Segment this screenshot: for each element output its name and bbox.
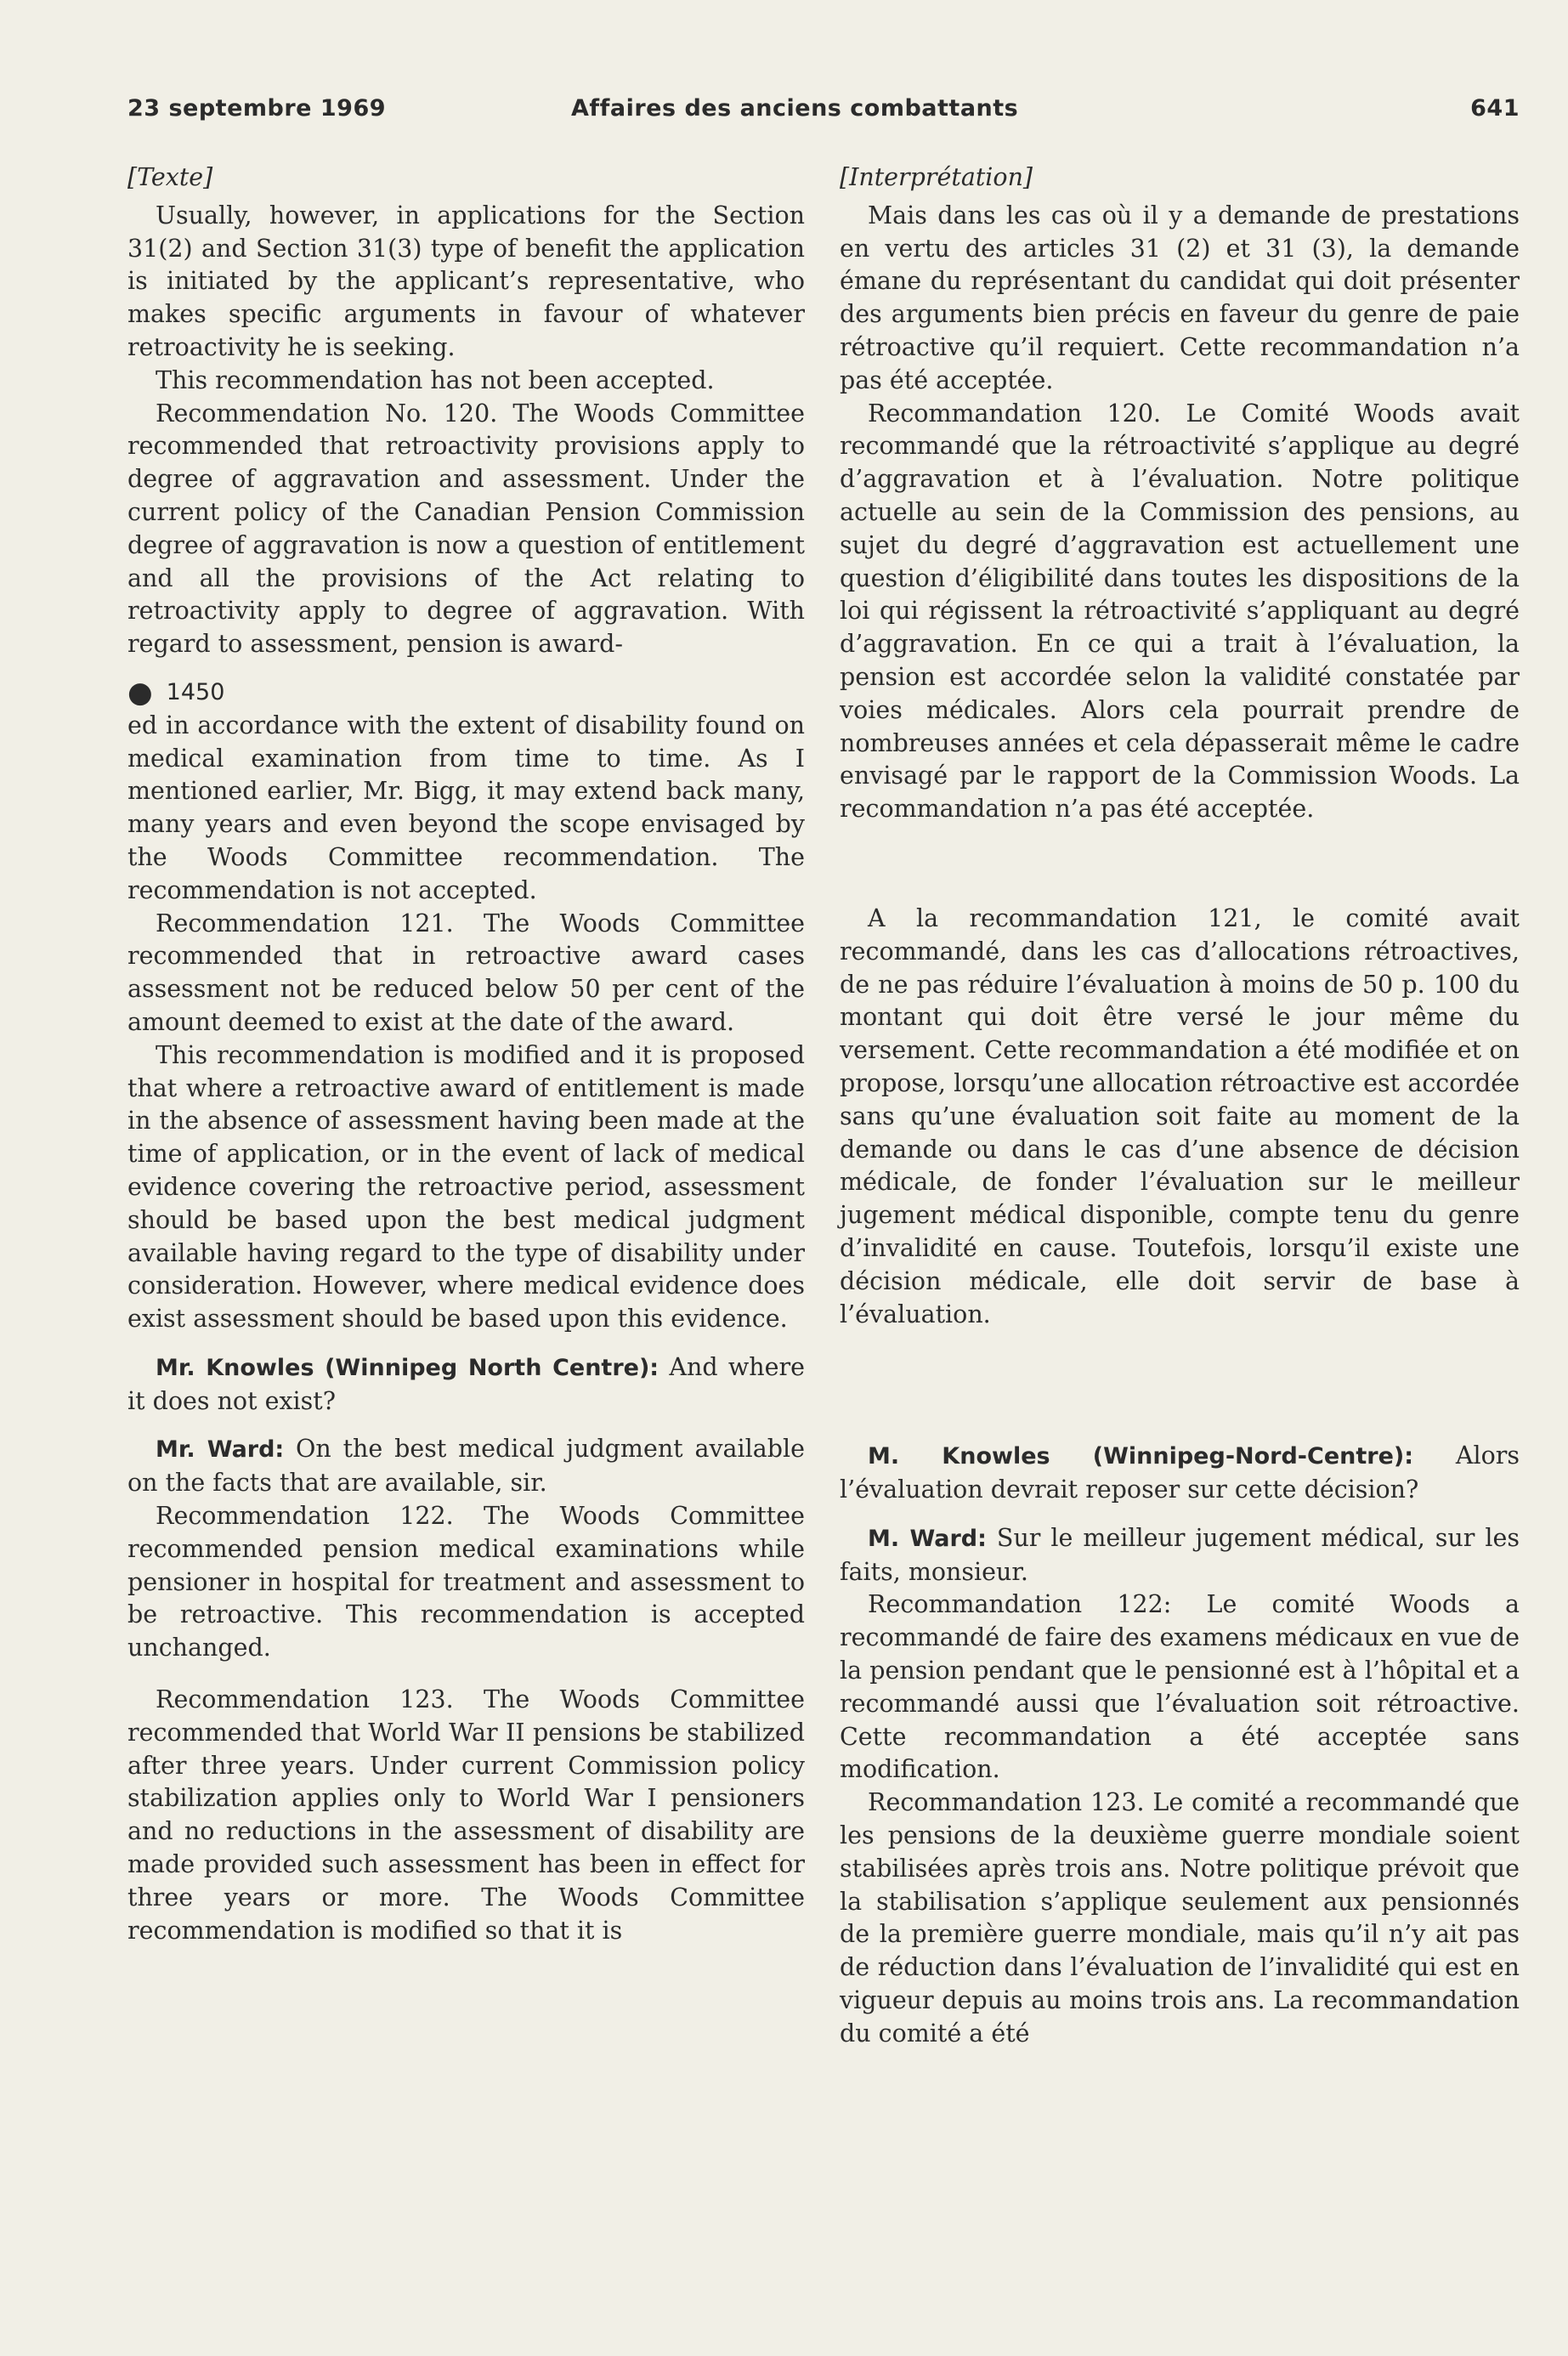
speech-text: On the best medical judgment available on the facts that are available, sir. <box>127 1435 805 1498</box>
page-header <box>127 95 1520 133</box>
time-marker <box>127 677 805 710</box>
paragraph: Recommendation 123. The Woods Committee recommended that World War II pensions be stabilized after three years. Under current Commission policy stabilization applies only to World War I pensioners and no reductions in the assessment of disability are made provided such assessment has been in effect for three years or more. The Woods Committee recommendation is modified so that it is <box>127 1685 805 1945</box>
page-number: 641 <box>1470 95 1520 122</box>
interpretation-tag: [Interprétation] <box>840 163 1033 191</box>
paragraph: Recommendation 122. The Woods Committee recommended pension medical examinations while pensioner in hospital for treatment and assessment to be retroactive. This recommendation is accepted unchanged. <box>127 1502 805 1662</box>
paragraph: Recommendation No. 120. The Woods Committee recommended that retroactivity provisions apply to degree of aggravation and assessment. Under the current policy of the Canadian Pension Commission degree of aggravation is now a question of entitlement and all the provisions of the Act relating to retroactivity apply to degree of aggravation. With regard to assessment, pension is award- <box>127 399 805 659</box>
paragraph: Recommandation 122: Le comité Woods a recommandé de faire des examens médicaux en vue de la pension pendant que le pensionné est à l’hôpital et a recommandé aussi que l’évaluation soit rétroactive. Cette recommandation a été acceptée sans modification. <box>840 1590 1520 1784</box>
text-tag: [Texte] <box>127 163 213 191</box>
speaker-name: Mr. Ward: <box>156 1436 285 1464</box>
english-column <box>127 161 805 1947</box>
paragraph: A la recommandation 121, le comité avait recommandé, dans les cas d’allocations rétroactives, de ne pas réduire l’évaluation à moins de 50 p. 100 du montant qui doit être versé le jour même du versement. Cette recommandation a été modifiée et on propose, lorsqu’une allocation rétroactive est accordée sans qu’une évaluation soit faite au moment de la demande ou dans le cas d’une absence de décision médicale, de fonder l’évaluation sur le meilleur jugement médical disponible, compte tenu du genre d’invalidité en cause. Toutefois, lorsqu’il existe une décision médicale, elle doit servir de base à l’évaluation. <box>840 903 1520 1328</box>
speech-knowles <box>127 1351 805 1419</box>
paragraph: Recommandation 123. Le comité a recommandé que les pensions de la deuxième guerre mondiale soient stabilisées après trois ans. Notre politique prévoit que la stabilisation s’applique seulement aux pensionnés de la première guerre mondiale, mais qu’il n’y ait pas de réduction dans l’évaluation de l’invalidité qui est en vigueur depuis au moins trois ans. La recommandation du comité a été <box>840 1788 1520 2047</box>
time-marker-label: 1450 <box>166 678 225 705</box>
speech-text: Alors l’évaluation devrait reposer sur cette décision? <box>840 1441 1520 1504</box>
paragraph: ed in accordance with the extent of disability found on medical examination from time to time. As I mentioned earlier, Mr. Bigg, it may extend back many, many years and even beyond the scope envisaged by the Woods Committee recommendation. The recommendation is not accepted. <box>127 711 805 904</box>
speech-text: And where it does not exist? <box>127 1352 806 1415</box>
bullet-icon: ● <box>127 675 153 710</box>
speech-text: Sur le meilleur jugement médical, sur les faits, monsieur. <box>840 1523 1520 1586</box>
speech-knowles <box>840 1440 1520 1507</box>
speaker-name: M. Knowles (Winnipeg-Nord-Centre): <box>868 1443 1414 1470</box>
paragraph: Usually, however, in applications for the Section 31(2) and Section 31(3) type of benefit the application is initiated by the applicant’s representative, who makes specific arguments in favour of whatever retroactivity he is seeking. <box>127 201 805 361</box>
speaker-name: M. Ward: <box>868 1525 987 1552</box>
speech-ward <box>127 1433 805 1500</box>
paragraph: Mais dans les cas où il y a demande de prestations en vertu des articles 31 (2) et 31 (3), la demande émane du représentant du candidat qui doit présenter des arguments bien précis en faveur du genre de paie rétroactive qu’il requiert. Cette recommandation n’a pas été acceptée. <box>840 201 1520 394</box>
paragraph: Recommendation 121. The Woods Committee recommended that in retroactive award cases assessment not be reduced below 50 per cent of the amount deemed to exist at the date of the award. <box>127 909 805 1036</box>
speech-ward <box>840 1522 1520 1589</box>
paragraph: Recommandation 120. Le Comité Woods avait recommandé que la rétroactivité s’applique au degré d’aggravation et à l’évaluation. Notre politique actuelle au sein de la Commission des pensions, au sujet du degré d’aggravation est actuellement une question d’éligibilité dans toutes les dispositions de la loi qui régissent la rétroactivité s’appliquant au degré d’aggravation. En ce qui a trait à l’évaluation, la pension est accordée selon la validité constatée par voies médicales. Alors cela pourrait prendre de nombreuses années et cela dépasserait même le cadre envisagé par le rapport de la Commission Woods. La recommandation n’a pas été acceptée. <box>840 399 1520 824</box>
paragraph: This recommendation has not been accepted. <box>156 365 715 394</box>
header-title: Affaires des anciens combattants <box>571 95 1019 122</box>
header-date: 23 septembre 1969 <box>127 95 387 122</box>
speaker-name: Mr. Knowles (Winnipeg North Centre): <box>156 1354 659 1381</box>
french-column <box>840 161 1520 2051</box>
paragraph: This recommendation is modified and it is proposed that where a retroactive award of entitlement is made in the absence of assessment having been made at the time of application, or in the event of lack of medical evidence covering the retroactive period, assessment should be based upon the best medical judgment available having regard to the type of disability under consideration. However, where medical evidence does exist assessment should be based upon this evidence. <box>127 1040 805 1334</box>
